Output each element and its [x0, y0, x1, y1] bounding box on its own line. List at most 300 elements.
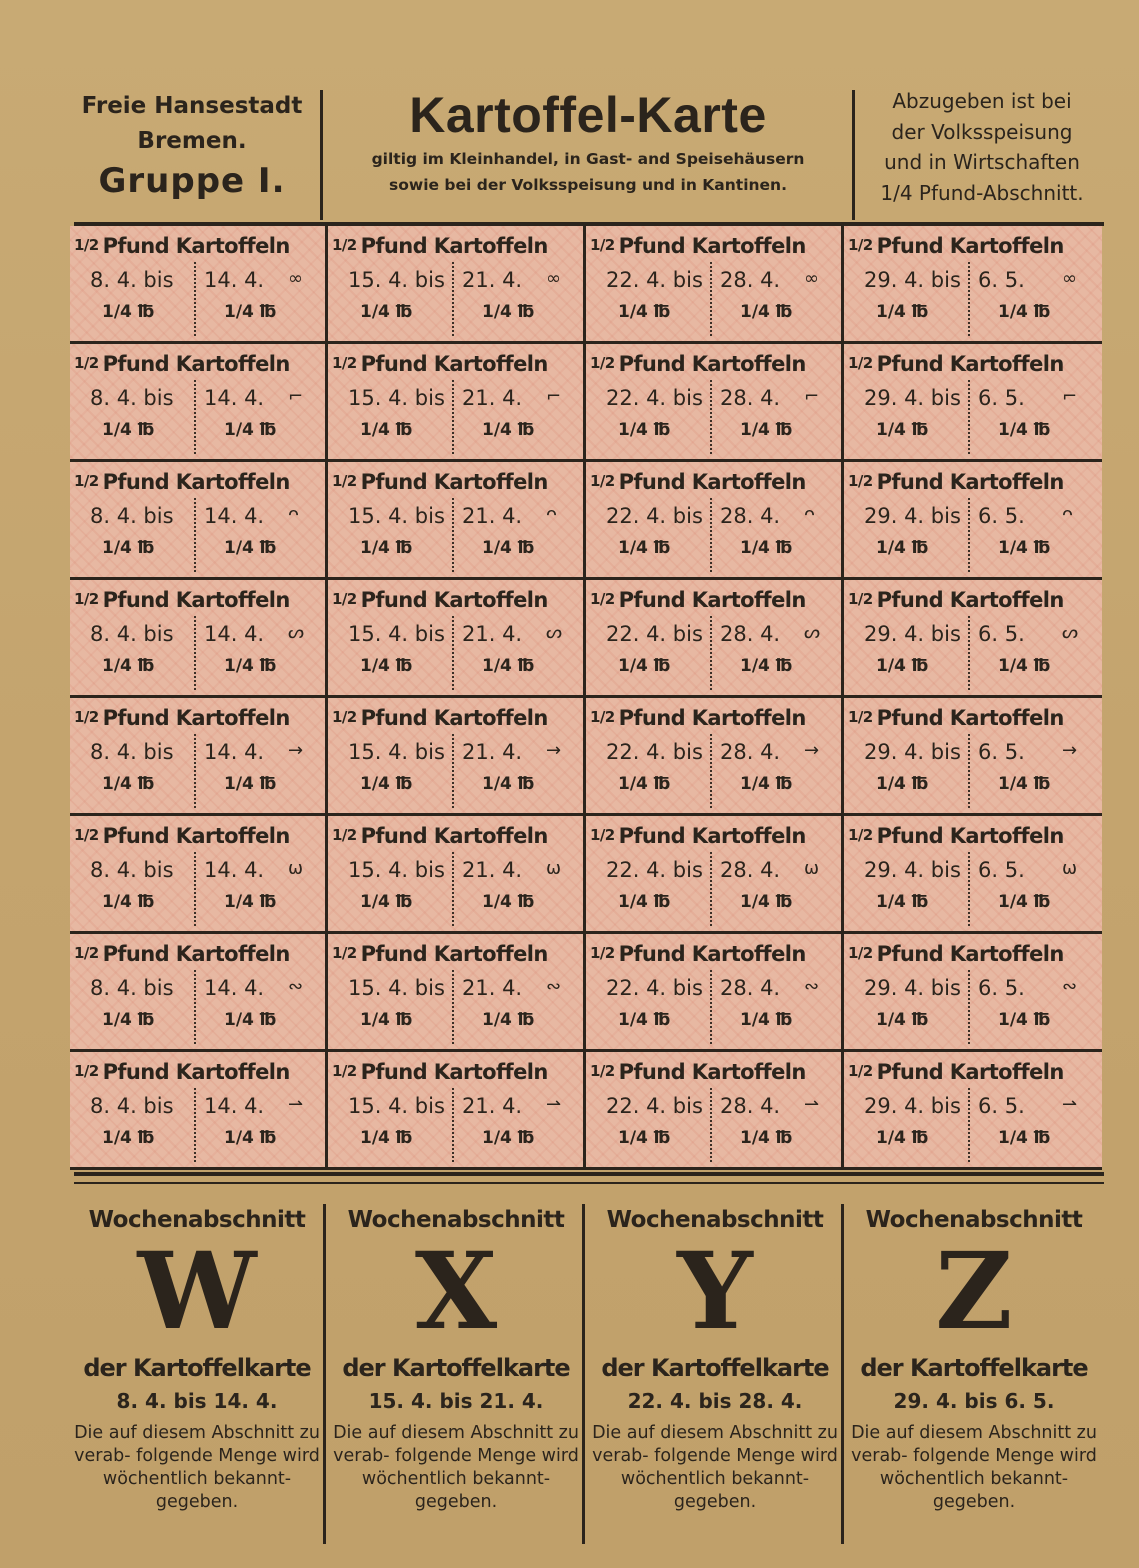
coupon-fraction: 1/2: [590, 1062, 615, 1080]
coupon-heading-text: Pfund Kartoffeln: [102, 234, 290, 258]
quarter-pound-mark: 1/4 ℔: [482, 302, 535, 322]
coupon-fraction: 1/2: [590, 944, 615, 962]
coupon-fraction: 1/2: [332, 236, 357, 254]
coupon-row-symbol: ᔕ: [804, 622, 821, 643]
weekly-section-range: 8. 4. bis 14. 4.: [116, 1389, 278, 1413]
coupon-date-from: 22. 4. bis: [606, 740, 703, 764]
coupon-date-from: 29. 4. bis: [864, 504, 961, 528]
coupon-heading-text: Pfund Kartoffeln: [618, 588, 806, 612]
weekly-section-divider: [582, 1204, 585, 1544]
quarter-pound-mark: 1/4 ℔: [224, 1128, 277, 1148]
coupon-heading-text: Pfund Kartoffeln: [102, 588, 290, 612]
quarter-pound-mark: 1/4 ℔: [876, 302, 929, 322]
quarter-pound-mark: 1/4 ℔: [740, 302, 793, 322]
quarter-pound-mark: 1/4 ℔: [360, 420, 413, 440]
coupon-row-symbol: ω: [288, 858, 304, 879]
potato-coupon: [70, 226, 328, 344]
card-title: Kartoffel-Karte: [409, 87, 767, 143]
coupon-row-symbol: ∾: [546, 976, 562, 997]
potato-coupon: [70, 934, 328, 1052]
coupon-heading: [590, 1060, 840, 1084]
weekly-section-letter: W: [137, 1228, 257, 1353]
weekly-section-range: 22. 4. bis 28. 4.: [627, 1389, 803, 1413]
potato-coupon: [70, 698, 328, 816]
coupon-perforation: [710, 852, 712, 926]
coupon-date-to: 21. 4.: [462, 858, 523, 882]
coupon-row-symbol: ᴖ: [288, 504, 300, 525]
quarter-pound-mark: 1/4 ℔: [618, 656, 671, 676]
issuer-city-name: Bremen.: [137, 128, 247, 154]
coupon-perforation: [710, 734, 712, 808]
coupon-date-from: 8. 4. bis: [90, 1094, 174, 1118]
coupon-fraction: 1/2: [590, 590, 615, 608]
coupon-date-to: 14. 4.: [204, 386, 265, 410]
weekly-section-note: Die auf diesem Abschnitt zu verab- folgende Menge wird wöchentlich bekannt- gegeben.: [74, 1423, 320, 1512]
quarter-pound-mark: 1/4 ℔: [224, 1010, 277, 1030]
quarter-pound-mark: 1/4 ℔: [102, 774, 155, 794]
potato-coupon: [586, 226, 844, 344]
coupon-grid: [70, 226, 1102, 1170]
coupon-perforation: [194, 852, 196, 926]
potato-coupon: [328, 580, 586, 698]
coupon-date-to: 28. 4.: [720, 858, 781, 882]
quarter-pound-mark: 1/4 ℔: [618, 538, 671, 558]
coupon-heading-text: Pfund Kartoffeln: [102, 470, 290, 494]
coupon-perforation: [710, 262, 712, 336]
coupon-perforation: [452, 262, 454, 336]
coupon-heading: [332, 1060, 582, 1084]
quarter-pound-mark: 1/4 ℔: [618, 420, 671, 440]
coupon-heading: [848, 824, 1098, 848]
coupon-heading-text: Pfund Kartoffeln: [876, 824, 1064, 848]
coupon-heading: [848, 706, 1098, 730]
coupon-row-symbol: ⇀: [804, 1094, 820, 1115]
coupon-fraction: 1/2: [848, 708, 873, 726]
coupon-heading: [590, 588, 840, 612]
weekly-section-divider: [841, 1204, 844, 1544]
coupon-heading-text: Pfund Kartoffeln: [102, 942, 290, 966]
quarter-pound-mark: 1/4 ℔: [740, 1128, 793, 1148]
potato-coupon: [328, 1052, 586, 1170]
coupon-heading-text: Pfund Kartoffeln: [360, 824, 548, 848]
quarter-pound-mark: 1/4 ℔: [360, 656, 413, 676]
coupon-heading-text: Pfund Kartoffeln: [360, 470, 548, 494]
coupon-heading: [590, 352, 840, 376]
weekly-section-divider: [323, 1204, 326, 1544]
quarter-pound-mark: 1/4 ℔: [876, 774, 929, 794]
coupon-heading: [848, 588, 1098, 612]
coupon-row-symbol: ∞: [288, 268, 303, 289]
coupon-date-from: 15. 4. bis: [348, 386, 445, 410]
potato-coupon: [70, 462, 328, 580]
quarter-pound-mark: 1/4 ℔: [224, 656, 277, 676]
quarter-pound-mark: 1/4 ℔: [998, 774, 1051, 794]
potato-coupon: [844, 1052, 1102, 1170]
coupon-date-from: 8. 4. bis: [90, 386, 174, 410]
coupon-date-from: 15. 4. bis: [348, 268, 445, 292]
coupon-date-to: 6. 5.: [978, 504, 1025, 528]
coupon-heading-text: Pfund Kartoffeln: [618, 824, 806, 848]
quarter-pound-mark: 1/4 ℔: [618, 774, 671, 794]
coupon-perforation: [194, 616, 196, 690]
coupon-fraction: 1/2: [848, 944, 873, 962]
quarter-pound-mark: 1/4 ℔: [102, 892, 155, 912]
coupon-heading-text: Pfund Kartoffeln: [876, 352, 1064, 376]
coupon-date-from: 15. 4. bis: [348, 740, 445, 764]
coupon-row-symbol: ⇀: [288, 1094, 304, 1115]
coupon-heading-text: Pfund Kartoffeln: [102, 824, 290, 848]
grid-rule-1: [74, 1172, 1104, 1176]
coupon-heading-text: Pfund Kartoffeln: [876, 588, 1064, 612]
coupon-row-symbol: ω: [546, 858, 562, 879]
coupon-row-symbol: ω: [804, 858, 820, 879]
coupon-row-symbol: ᴖ: [804, 504, 816, 525]
coupon-date-from: 8. 4. bis: [90, 858, 174, 882]
coupon-fraction: 1/2: [590, 472, 615, 490]
potato-coupon: [70, 580, 328, 698]
coupon-date-to: 28. 4.: [720, 740, 781, 764]
coupon-fraction: 1/2: [332, 590, 357, 608]
quarter-pound-mark: 1/4 ℔: [482, 774, 535, 794]
quarter-pound-mark: 1/4 ℔: [224, 892, 277, 912]
coupon-heading: [74, 470, 324, 494]
coupon-heading-text: Pfund Kartoffeln: [618, 470, 806, 494]
quarter-pound-mark: 1/4 ℔: [740, 538, 793, 558]
coupon-perforation: [194, 262, 196, 336]
coupon-date-to: 21. 4.: [462, 386, 523, 410]
potato-coupon: [844, 816, 1102, 934]
coupon-row-symbol: →: [546, 740, 562, 761]
coupon-date-to: 6. 5.: [978, 740, 1025, 764]
quarter-pound-mark: 1/4 ℔: [876, 538, 929, 558]
coupon-heading: [74, 588, 324, 612]
weekly-section-note: Die auf diesem Abschnitt zu verab- folgende Menge wird wöchentlich bekannt- gegeben.: [592, 1423, 838, 1512]
coupon-fraction: 1/2: [848, 236, 873, 254]
coupon-date-from: 8. 4. bis: [90, 622, 174, 646]
coupon-date-from: 22. 4. bis: [606, 386, 703, 410]
coupon-fraction: 1/2: [848, 590, 873, 608]
coupon-fraction: 1/2: [74, 472, 99, 490]
potato-coupon: [70, 1052, 328, 1170]
coupon-date-to: 21. 4.: [462, 740, 523, 764]
coupon-fraction: 1/2: [74, 354, 99, 372]
coupon-row-symbol: ⌐: [546, 386, 562, 407]
quarter-pound-mark: 1/4 ℔: [998, 302, 1051, 322]
potato-coupon: [328, 462, 586, 580]
quarter-pound-mark: 1/4 ℔: [360, 774, 413, 794]
coupon-date-from: 22. 4. bis: [606, 976, 703, 1000]
coupon-row-symbol: ⌐: [804, 386, 820, 407]
coupon-perforation: [452, 852, 454, 926]
potato-coupon: [328, 344, 586, 462]
quarter-pound-mark: 1/4 ℔: [618, 1128, 671, 1148]
quarter-pound-mark: 1/4 ℔: [876, 1128, 929, 1148]
instruction-line: und in Wirtschaften: [884, 150, 1080, 174]
quarter-pound-mark: 1/4 ℔: [224, 420, 277, 440]
weekly-section-w: [68, 1196, 326, 1556]
coupon-heading: [848, 470, 1098, 494]
coupon-heading-text: Pfund Kartoffeln: [618, 234, 806, 258]
coupon-perforation: [194, 380, 196, 454]
quarter-pound-mark: 1/4 ℔: [360, 1128, 413, 1148]
potato-coupon: [844, 226, 1102, 344]
coupon-perforation: [968, 734, 970, 808]
coupon-date-to: 6. 5.: [978, 622, 1025, 646]
coupon-fraction: 1/2: [590, 236, 615, 254]
weekly-section-range: 29. 4. bis 6. 5.: [893, 1389, 1055, 1413]
weekly-section-title: Wochenabschnitt: [347, 1207, 565, 1233]
weekly-section-note: Die auf diesem Abschnitt zu verab- folgende Menge wird wöchentlich bekannt- gegeben.: [851, 1423, 1097, 1512]
weekly-section-title: Wochenabschnitt: [865, 1207, 1083, 1233]
coupon-heading-text: Pfund Kartoffeln: [360, 588, 548, 612]
coupon-heading-text: Pfund Kartoffeln: [876, 470, 1064, 494]
coupon-heading-text: Pfund Kartoffeln: [102, 352, 290, 376]
coupon-heading-text: Pfund Kartoffeln: [102, 1060, 290, 1084]
coupon-perforation: [194, 734, 196, 808]
coupon-fraction: 1/2: [848, 1062, 873, 1080]
coupon-row-symbol: →: [288, 740, 304, 761]
coupon-date-from: 22. 4. bis: [606, 504, 703, 528]
quarter-pound-mark: 1/4 ℔: [482, 1128, 535, 1148]
weekly-section-card-name: der Kartoffelkarte: [601, 1354, 829, 1382]
coupon-heading: [332, 470, 582, 494]
potato-coupon: [70, 816, 328, 934]
quarter-pound-mark: 1/4 ℔: [224, 538, 277, 558]
quarter-pound-mark: 1/4 ℔: [360, 538, 413, 558]
coupon-date-to: 14. 4.: [204, 858, 265, 882]
potato-coupon: [586, 462, 844, 580]
coupon-row-symbol: ∞: [1062, 268, 1077, 289]
coupon-fraction: 1/2: [848, 472, 873, 490]
quarter-pound-mark: 1/4 ℔: [360, 302, 413, 322]
validity-line-1: giltig im Kleinhandel, in Gast- and Speisehäusern: [371, 150, 805, 168]
coupon-date-to: 28. 4.: [720, 976, 781, 1000]
coupon-date-from: 15. 4. bis: [348, 504, 445, 528]
validity-line-2: sowie bei der Volksspeisung und in Kantinen.: [389, 176, 787, 194]
coupon-date-from: 29. 4. bis: [864, 386, 961, 410]
quarter-pound-mark: 1/4 ℔: [102, 656, 155, 676]
coupon-date-to: 14. 4.: [204, 622, 265, 646]
coupon-date-from: 8. 4. bis: [90, 268, 174, 292]
weekly-section-x: [327, 1196, 585, 1556]
potato-coupon: [586, 580, 844, 698]
coupon-perforation: [194, 970, 196, 1044]
coupon-perforation: [452, 616, 454, 690]
quarter-pound-mark: 1/4 ℔: [102, 302, 155, 322]
coupon-date-from: 22. 4. bis: [606, 1094, 703, 1118]
quarter-pound-mark: 1/4 ℔: [482, 1010, 535, 1030]
coupon-date-from: 22. 4. bis: [606, 268, 703, 292]
weekly-section-title: Wochenabschnitt: [88, 1207, 306, 1233]
coupon-perforation: [452, 498, 454, 572]
coupon-heading-text: Pfund Kartoffeln: [618, 706, 806, 730]
coupon-fraction: 1/2: [332, 1062, 357, 1080]
weekly-section-card-name: der Kartoffelkarte: [83, 1354, 311, 1382]
coupon-heading: [590, 706, 840, 730]
quarter-pound-mark: 1/4 ℔: [740, 420, 793, 440]
coupon-date-to: 14. 4.: [204, 1094, 265, 1118]
coupon-date-from: 22. 4. bis: [606, 858, 703, 882]
coupon-heading-text: Pfund Kartoffeln: [360, 1060, 548, 1084]
coupon-row-symbol: ⌐: [288, 386, 304, 407]
instruction-line: der Volksspeisung: [891, 119, 1073, 144]
instruction-line: 1/4 Pfund-Abschnitt.: [880, 180, 1084, 205]
instruction-line: Abzugeben ist bei: [892, 89, 1072, 113]
coupon-date-to: 28. 4.: [720, 1094, 781, 1118]
group-label: Gruppe I.: [98, 161, 286, 201]
coupon-heading-text: Pfund Kartoffeln: [876, 706, 1064, 730]
coupon-heading: [74, 824, 324, 848]
coupon-date-to: 21. 4.: [462, 1094, 523, 1118]
potato-coupon: [328, 934, 586, 1052]
quarter-pound-mark: 1/4 ℔: [482, 656, 535, 676]
coupon-perforation: [710, 616, 712, 690]
coupon-row-symbol: →: [1062, 740, 1078, 761]
coupon-heading-text: Pfund Kartoffeln: [360, 234, 548, 258]
coupon-heading: [332, 706, 582, 730]
coupon-perforation: [968, 262, 970, 336]
potato-coupon: [844, 580, 1102, 698]
coupon-heading-text: Pfund Kartoffeln: [618, 942, 806, 966]
coupon-date-to: 21. 4.: [462, 504, 523, 528]
coupon-date-to: 14. 4.: [204, 976, 265, 1000]
coupon-row-symbol: ᔕ: [1062, 622, 1079, 643]
card-header: [68, 84, 1104, 224]
quarter-pound-mark: 1/4 ℔: [998, 1010, 1051, 1030]
coupon-fraction: 1/2: [74, 826, 99, 844]
coupon-heading-text: Pfund Kartoffeln: [618, 1060, 806, 1084]
coupon-heading: [848, 352, 1098, 376]
coupon-fraction: 1/2: [74, 236, 99, 254]
coupon-row-symbol: ∞: [546, 268, 561, 289]
coupon-row-symbol: ᴖ: [1062, 504, 1074, 525]
coupon-fraction: 1/2: [74, 590, 99, 608]
coupon-heading: [332, 824, 582, 848]
coupon-fraction: 1/2: [74, 708, 99, 726]
coupon-heading-text: Pfund Kartoffeln: [876, 234, 1064, 258]
potato-coupon: [586, 934, 844, 1052]
quarter-pound-mark: 1/4 ℔: [482, 538, 535, 558]
quarter-pound-mark: 1/4 ℔: [224, 302, 277, 322]
coupon-date-from: 15. 4. bis: [348, 622, 445, 646]
coupon-heading: [332, 588, 582, 612]
quarter-pound-mark: 1/4 ℔: [876, 1010, 929, 1030]
coupon-date-from: 29. 4. bis: [864, 740, 961, 764]
potato-coupon: [844, 698, 1102, 816]
coupon-heading: [332, 942, 582, 966]
potato-coupon: [70, 344, 328, 462]
coupon-perforation: [968, 616, 970, 690]
potato-coupon: [328, 698, 586, 816]
quarter-pound-mark: 1/4 ℔: [360, 892, 413, 912]
weekly-sections: [68, 1196, 1102, 1556]
potato-coupon: [586, 816, 844, 934]
coupon-fraction: 1/2: [332, 354, 357, 372]
coupon-date-to: 28. 4.: [720, 386, 781, 410]
quarter-pound-mark: 1/4 ℔: [876, 420, 929, 440]
coupon-heading: [848, 1060, 1098, 1084]
coupon-row-symbol: ω: [1062, 858, 1078, 879]
coupon-heading: [590, 470, 840, 494]
coupon-date-to: 6. 5.: [978, 268, 1025, 292]
potato-coupon: [328, 226, 586, 344]
quarter-pound-mark: 1/4 ℔: [482, 420, 535, 440]
coupon-fraction: 1/2: [590, 708, 615, 726]
coupon-row-symbol: ⇀: [1062, 1094, 1078, 1115]
weekly-section-letter: X: [414, 1228, 498, 1353]
coupon-perforation: [452, 970, 454, 1044]
quarter-pound-mark: 1/4 ℔: [618, 302, 671, 322]
coupon-perforation: [710, 380, 712, 454]
coupon-date-to: 28. 4.: [720, 504, 781, 528]
coupon-date-to: 6. 5.: [978, 386, 1025, 410]
quarter-pound-mark: 1/4 ℔: [740, 774, 793, 794]
quarter-pound-mark: 1/4 ℔: [998, 656, 1051, 676]
coupon-heading: [848, 234, 1098, 258]
quarter-pound-mark: 1/4 ℔: [998, 892, 1051, 912]
quarter-pound-mark: 1/4 ℔: [740, 656, 793, 676]
coupon-fraction: 1/2: [848, 354, 873, 372]
coupon-date-to: 14. 4.: [204, 740, 265, 764]
coupon-row-symbol: ⇀: [546, 1094, 562, 1115]
header-divider-right: [852, 90, 855, 220]
coupon-perforation: [968, 498, 970, 572]
quarter-pound-mark: 1/4 ℔: [998, 538, 1051, 558]
coupon-row-symbol: ∞: [804, 268, 819, 289]
coupon-date-to: 6. 5.: [978, 858, 1025, 882]
coupon-perforation: [968, 1088, 970, 1162]
coupon-date-to: 28. 4.: [720, 622, 781, 646]
potato-coupon: [586, 344, 844, 462]
weekly-section-note: Die auf diesem Abschnitt zu verab- folgende Menge wird wöchentlich bekannt- gegeben.: [333, 1423, 579, 1512]
coupon-perforation: [452, 1088, 454, 1162]
coupon-date-to: 14. 4.: [204, 268, 265, 292]
coupon-heading: [74, 1060, 324, 1084]
coupon-heading-text: Pfund Kartoffeln: [360, 942, 548, 966]
coupon-heading: [590, 942, 840, 966]
coupon-date-from: 8. 4. bis: [90, 504, 174, 528]
coupon-row-symbol: ᔕ: [546, 622, 563, 643]
weekly-section-card-name: der Kartoffelkarte: [342, 1354, 570, 1382]
coupon-heading: [332, 352, 582, 376]
coupon-date-from: 15. 4. bis: [348, 976, 445, 1000]
quarter-pound-mark: 1/4 ℔: [618, 892, 671, 912]
quarter-pound-mark: 1/4 ℔: [740, 1010, 793, 1030]
coupon-fraction: 1/2: [332, 472, 357, 490]
quarter-pound-mark: 1/4 ℔: [998, 420, 1051, 440]
coupon-heading: [74, 706, 324, 730]
coupon-fraction: 1/2: [332, 826, 357, 844]
coupon-heading-text: Pfund Kartoffeln: [876, 1060, 1064, 1084]
quarter-pound-mark: 1/4 ℔: [102, 1128, 155, 1148]
potato-coupon: [844, 934, 1102, 1052]
quarter-pound-mark: 1/4 ℔: [876, 656, 929, 676]
coupon-fraction: 1/2: [590, 354, 615, 372]
coupon-perforation: [968, 852, 970, 926]
coupon-fraction: 1/2: [332, 944, 357, 962]
coupon-fraction: 1/2: [74, 1062, 99, 1080]
coupon-date-from: 8. 4. bis: [90, 976, 174, 1000]
issuer-block: [68, 88, 316, 204]
grid-rule-2: [74, 1182, 1104, 1184]
instructions-block: [858, 86, 1106, 208]
coupon-row-symbol: ∾: [1062, 976, 1078, 997]
weekly-section-y: [586, 1196, 844, 1556]
weekly-section-title: Wochenabschnitt: [606, 1207, 824, 1233]
quarter-pound-mark: 1/4 ℔: [102, 538, 155, 558]
header-divider-left: [320, 90, 323, 220]
coupon-fraction: 1/2: [590, 826, 615, 844]
